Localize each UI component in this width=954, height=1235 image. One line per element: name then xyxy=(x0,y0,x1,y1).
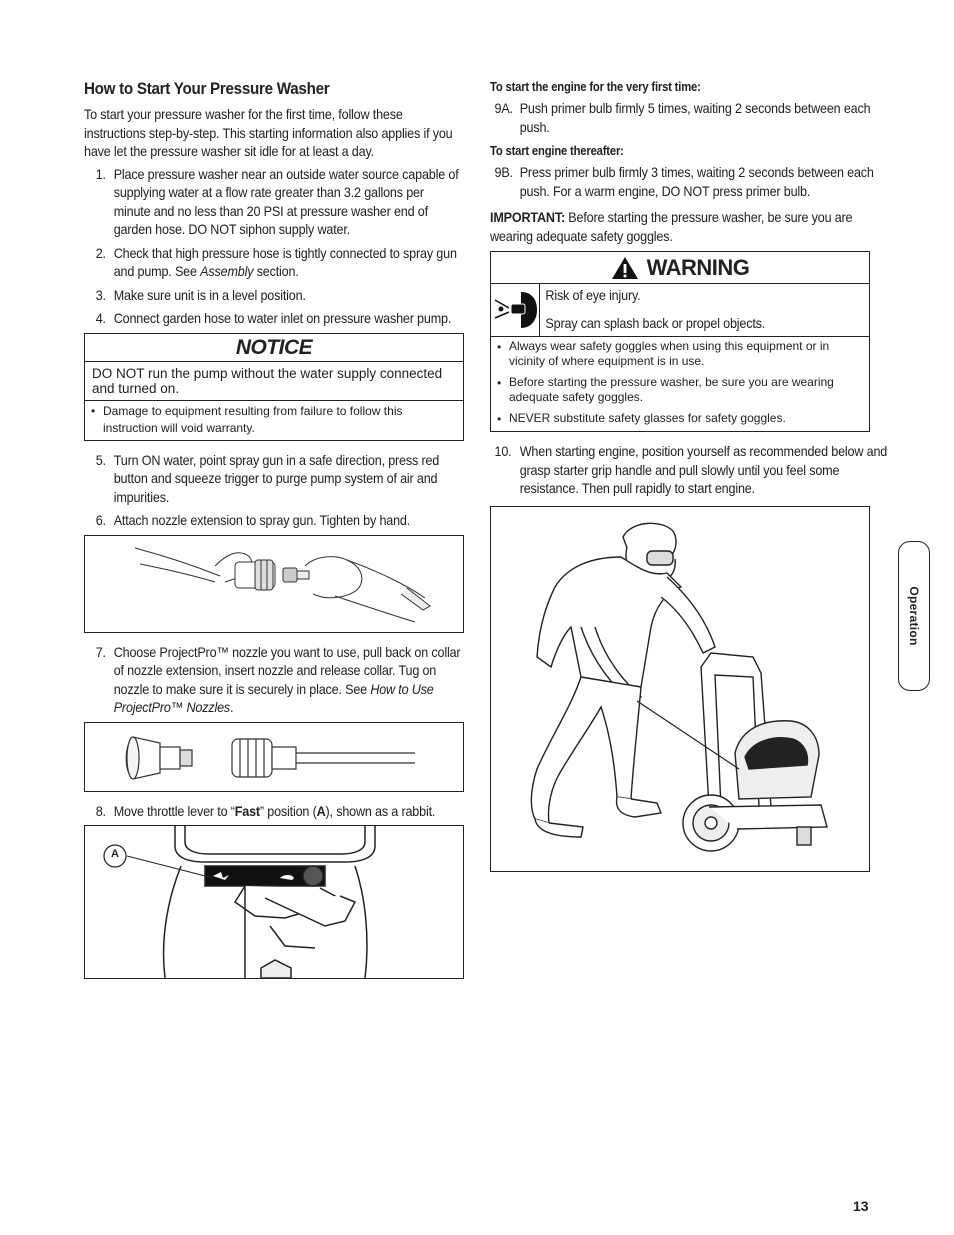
important-paragraph: IMPORTANT: Before starting the pressure washer, be sure you are wearing adequate safety goggles. xyxy=(490,209,853,244)
warning-line-1: Risk of eye injury. xyxy=(545,287,641,303)
operation-tab-label: Operation xyxy=(907,586,921,646)
intro-paragraph: To start your pressure washer for the first time, follow these instructions step-by-step. This starting information also applies if you have let the pressure washer sit idle for at least a day. xyxy=(84,106,453,159)
first-time-heading: To start the engine for the very first time: xyxy=(490,80,701,94)
step-1: 1. Place pressure washer near an outside water source capable of supplying water at a flow rate greater than 3.2 gallons per minute and no less than 20 PSI at pressure washer end of garden hose. DO NOT siphon supply water. xyxy=(95,165,459,237)
notice-bullet: • Damage to equipment resulting from failure to follow this instruction will void warranty. xyxy=(85,401,463,440)
steps-list-b xyxy=(84,451,464,530)
notice-box xyxy=(84,333,464,441)
starting-engine-illustration xyxy=(491,507,868,871)
warning-hazard-row xyxy=(491,284,869,337)
warning-hazard-text xyxy=(540,284,836,336)
section-heading: How to Start Your Pressure Washer xyxy=(84,80,330,98)
warning-bullet-3: • NEVER substitute safety glasses for safety goggles. xyxy=(491,410,869,427)
notice-title: NOTICE xyxy=(85,334,463,362)
figure-nozzle-attach xyxy=(84,535,464,633)
page-number: 13 xyxy=(853,1198,869,1214)
step-5: 5. Turn ON water, point spray gun in a safe direction, press red button and squeeze trigger to purge pump system of air and impurities. xyxy=(95,451,440,505)
step-9b: 9B. Press primer bulb firmly 3 times, waiting 2 seconds between each push. For a warm engine, DO NOT press primer bulb. xyxy=(494,164,874,199)
warning-bullet-2: • Before starting the pressure washer, be sure you are wearing adequate safety goggles. xyxy=(491,374,869,410)
figure-starting-engine xyxy=(490,506,870,872)
step-3: 3. Make sure unit is in a level position. xyxy=(95,286,306,303)
figure-throttle xyxy=(84,825,464,979)
step-4: 4. Connect garden hose to water inlet on pressure washer pump. xyxy=(95,310,452,326)
step-6: 6. Attach nozzle extension to spray gun. Tighten by hand. xyxy=(95,512,411,528)
nozzle-insert-illustration xyxy=(85,723,462,791)
nozzle-attach-illustration xyxy=(85,536,462,632)
step-10: 10. When starting engine, position yourself as recommended below and grasp starter grip handle and pull slowly until you feel some resistance. Then pull rapidly to start engine. xyxy=(494,443,888,496)
callout-a-label: A xyxy=(111,848,119,860)
steps-list-d xyxy=(84,802,464,821)
warning-triangle-icon xyxy=(611,256,639,280)
right-column xyxy=(490,80,888,882)
figure-nozzle-insert xyxy=(84,722,464,792)
step-2: 2. Check that high pressure hose is tightly connected to spray gun and pump. See Assembly section. xyxy=(95,244,457,279)
notice-text: DO NOT run the pump without the water supply connected and turned on. xyxy=(85,362,463,401)
warning-line-2: Spray can splash back or propel objects. xyxy=(545,314,766,331)
step-7: 7. Choose ProjectPro™ nozzle you want to use, pull back on collar of nozzle extension, insert nozzle and release collar. Tug on nozzle to make sure it is securely in place. See How to Use ProjectPro™ Nozzles. xyxy=(95,643,461,715)
warning-bullets xyxy=(491,337,869,431)
eye-injury-icon-cell xyxy=(491,284,540,336)
step-8: 8. Move throttle lever to “Fast” position (A), shown as a rabbit. xyxy=(95,802,436,819)
thereafter-heading: To start engine thereafter: xyxy=(490,144,624,158)
throttle-illustration xyxy=(85,826,462,978)
eye-hazard-icon xyxy=(491,290,539,330)
steps-list-a xyxy=(84,165,464,328)
warning-box xyxy=(490,251,870,432)
step-9a: 9A. Push primer bulb firmly 5 times, waiting 2 seconds between each push. xyxy=(494,100,871,135)
warning-bullet-1: • Always wear safety goggles when using this equipment or in vicinity of where equipment is in use. xyxy=(491,338,869,374)
steps-list-c xyxy=(84,643,464,717)
operation-tab xyxy=(898,541,930,691)
warning-title: WARNING xyxy=(646,254,750,280)
warning-header xyxy=(491,252,869,284)
left-column xyxy=(84,80,464,989)
